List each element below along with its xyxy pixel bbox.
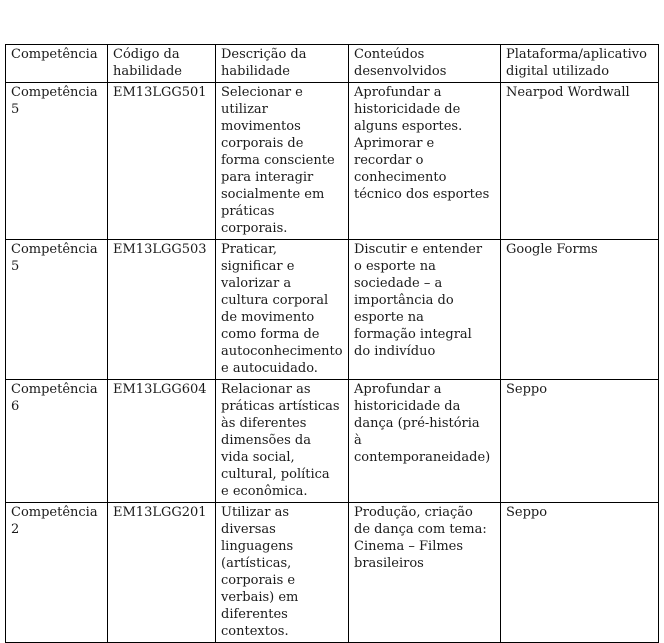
cell-conteudos: Aprofundar a historicidade da dança (pré-história à contemporaneidade): [349, 380, 501, 503]
cell-conteudos: Discutir e entender o esporte na sociedade – a importância do esporte na formação integral do indivíduo: [349, 240, 501, 380]
table-row: [6, 83, 659, 240]
cell-conteudos: Aprofundar a historicidade de alguns esportes. Aprimorar e recordar o conhecimento técnico dos esportes: [349, 83, 501, 240]
table-row: [6, 380, 659, 503]
competencias-table: [5, 44, 659, 643]
cell-competencia: Competência 5: [6, 83, 108, 240]
cell-plataforma: Nearpod Wordwall: [501, 83, 659, 240]
cell-codigo: EM13LGG501: [108, 83, 216, 240]
cell-descricao: Praticar, significar e valorizar a cultura corporal de movimento como forma de autoconhecimento e autocuidado.: [216, 240, 349, 380]
cell-descricao: Selecionar e utilizar movimentos corporais de forma consciente para interagir socialmente em práticas corporais.: [216, 83, 349, 240]
cell-descricao: Utilizar as diversas linguagens (artísticas, corporais e verbais) em diferentes contextos.: [216, 503, 349, 643]
cell-plataforma: Seppo: [501, 503, 659, 643]
header-conteudos: Conteúdos desenvolvidos: [349, 45, 501, 83]
cell-competencia: Competência 2: [6, 503, 108, 643]
cell-conteudos: Produção, criação de dança com tema: Cinema – Filmes brasileiros: [349, 503, 501, 643]
table-header-row: [6, 45, 659, 83]
cell-plataforma: Google Forms: [501, 240, 659, 380]
header-plataforma: Plataforma/aplicativo digital utilizado: [501, 45, 659, 83]
cell-competencia: Competência 5: [6, 240, 108, 380]
cell-descricao: Relacionar as práticas artísticas às diferentes dimensões da vida social, cultural, política e econômica.: [216, 380, 349, 503]
header-codigo-habilidade: Código da habilidade: [108, 45, 216, 83]
cell-competencia: Competência 6: [6, 380, 108, 503]
header-descricao-habilidade: Descrição da habilidade: [216, 45, 349, 83]
cell-codigo: EM13LGG503: [108, 240, 216, 380]
cell-codigo: EM13LGG201: [108, 503, 216, 643]
table-row: [6, 240, 659, 380]
cell-codigo: EM13LGG604: [108, 380, 216, 503]
header-competencia: Competência: [6, 45, 108, 83]
cell-plataforma: Seppo: [501, 380, 659, 503]
table-row: [6, 503, 659, 643]
